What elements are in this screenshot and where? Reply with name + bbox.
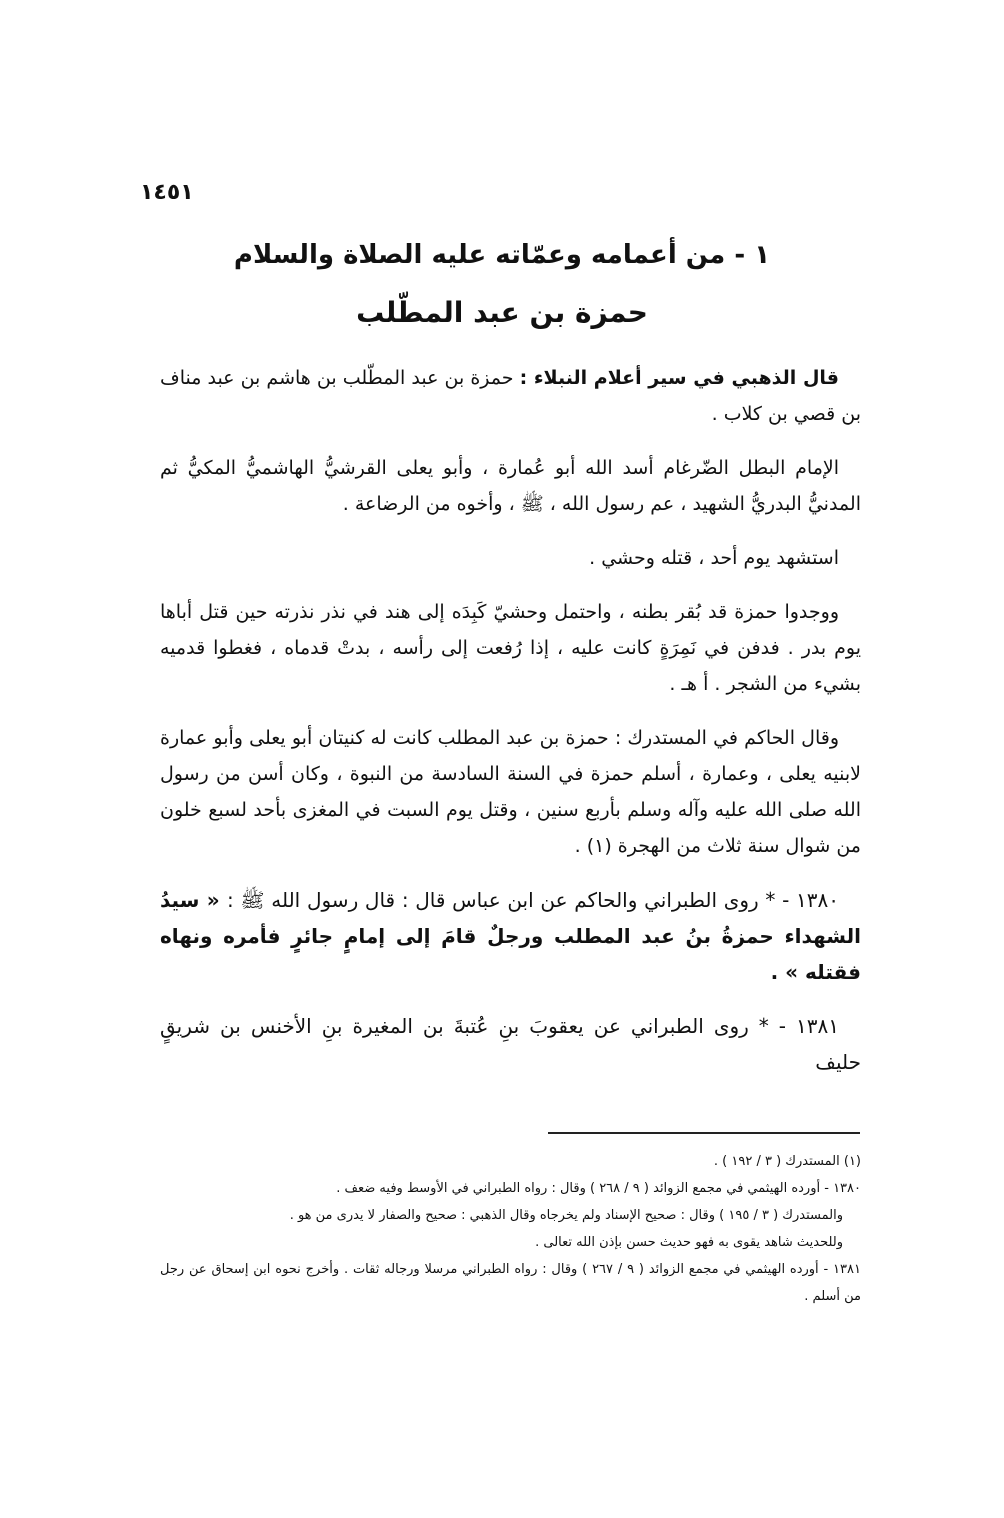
footnote-1380: ١٣٨٠ - أورده الهيثمي في مجمع الزوائد ( ٩ / ٢٦٨ ) وقال : رواه الطبراني في الأوسط وفيه ضعف . — [336, 1181, 861, 1196]
hadith-lead: ١٣٨١ - * روى الطبراني عن يعقوبَ بنِ عُتبةَ بن المغيرة بنِ الأخنس بن شريقٍ حليف — [160, 1014, 861, 1074]
footnote-divider — [548, 1132, 860, 1134]
hadith-lead: ١٣٨٠ - * روى الطبراني والحاكم عن ابن عباس قال : قال رسول الله ﷺ : — [226, 888, 839, 912]
subject-heading: حمزة بن عبد المطّلب — [356, 296, 648, 329]
paragraph-text: استشهد يوم أحد ، قتله وحشي . — [589, 547, 839, 569]
hadith-1380 — [160, 882, 861, 990]
footnotes — [160, 1148, 861, 1310]
paragraph-hakim — [160, 720, 861, 864]
body-text — [160, 360, 861, 1098]
footnote-1381: ١٣٨١ - أورده الهيثمي في مجمع الزوائد ( ٩ / ٢٦٧ ) وقال : رواه الطبراني مرسلا ورجاله ثقات . وأخرج نحوه ابن إسحاق عن رجل من أسلم . — [160, 1262, 861, 1304]
hadith-text: « سيدُ الشهداء حمزةُ بنُ عبد المطلب ورجلٌ قامَ إلى إمامٍ جائرٍ فأمره ونهاه فقتله » . — [160, 888, 861, 984]
footnote-1380-mustadrak: والمستدرك ( ٣ / ١٩٥ ) وقال : صحيح الإسناد ولم يخرجاه وقال الذهبي : صحيح والصفار لا يدرى من هو . — [289, 1208, 843, 1223]
footnote-1: (١) المستدرك ( ٣ / ١٩٢ ) . — [713, 1154, 861, 1169]
paragraph-burial — [160, 594, 861, 702]
paragraph-text: ووجدوا حمزة قد بُقر بطنه ، واحتمل وحشيّ كَبِدَه إلى هند في نذر نذرته حين قتل أباها يوم بدر . فدفن في نَمِرَةٍ كانت عليه ، إذا رُفعت إلى رأسه ، بدتْ قدماه ، فغطوا قدميه بشيء من الشجر . أ هـ . — [160, 601, 861, 695]
paragraph-text: حمزة بن عبد المطّلب بن هاشم بن عبد مناف بن قصي بن كلاب . — [160, 367, 861, 425]
paragraph-martyrdom — [160, 540, 861, 576]
section-heading: ١ - من أعمامه وعمّاته عليه الصلاة والسلام — [233, 240, 771, 270]
footnote-1380-shahid: وللحديث شاهد يقوى به فهو حديث حسن بإذن الله تعالى . — [535, 1235, 843, 1250]
paragraph-imam — [160, 450, 861, 522]
paragraph-dhahabi — [160, 360, 861, 432]
paragraph-lead: قال الذهبي في سير أعلام النبلاء : — [519, 367, 840, 389]
paragraph-text: الإمام البطل الضّرغام أسد الله أبو عُمارة ، وأبو يعلى القرشيُّ الهاشميُّ المكيُّ ثم المدنيُّ البدريُّ الشهيد ، عم رسول الله ، ﷺ ، وأخوه من الرضاعة . — [160, 457, 861, 515]
hadith-1381 — [160, 1008, 861, 1080]
page-number: ١٤٥١ — [140, 180, 194, 205]
paragraph-text: وقال الحاكم في المستدرك : حمزة بن عبد المطلب كانت له كنيتان أبو يعلى وأبو عمارة لابنيه يعلى ، وعمارة ، أسلم حمزة في السنة السادسة من النبوة ، وكان أسن من رسول الله صلى الله عليه وآله وسلم بأربع سنين ، وقتل يوم السبت في المغزى بأحد لسبع خلون من شوال سنة ثلاث من الهجرة (١) . — [160, 727, 861, 857]
